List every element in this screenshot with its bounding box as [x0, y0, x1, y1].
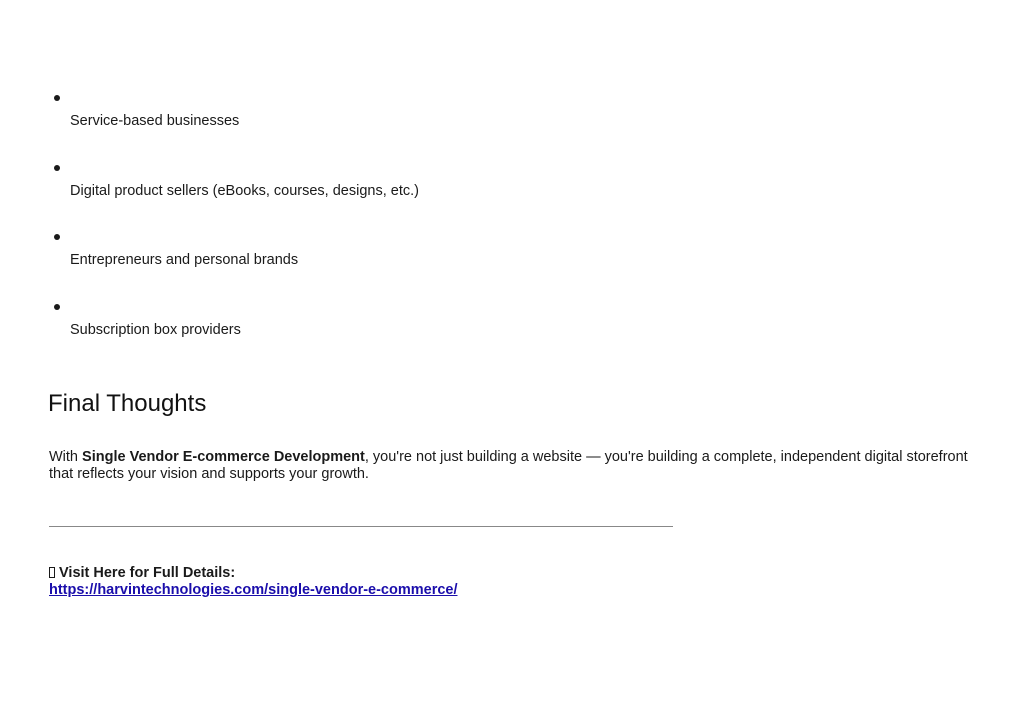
visit-link[interactable]: https://harvintechnologies.com/single-vendor-e-commerce/	[49, 582, 458, 598]
audience-list	[49, 88, 969, 366]
bullet-icon	[54, 95, 60, 101]
list-item	[49, 88, 969, 158]
paragraph-prefix: With	[49, 449, 83, 465]
list-item	[49, 297, 969, 367]
bullet-icon	[54, 304, 60, 310]
visit-block	[49, 565, 458, 599]
visit-label: Visit Here for Full Details:	[59, 565, 236, 581]
list-item-text: Digital product sellers (eBooks, courses, designs, etc.)	[70, 182, 419, 199]
final-thoughts-paragraph	[49, 449, 969, 483]
list-item-text: Service-based businesses	[70, 113, 240, 129]
list-item	[49, 227, 969, 297]
bullet-icon	[54, 234, 60, 240]
paragraph-suffix: , you're not just building a website — you're building a complete, independent digital storefront that reflects your vision and supports your growth.	[49, 449, 968, 482]
unsupported-glyph-icon	[49, 567, 55, 578]
section-heading: Final Thoughts	[48, 390, 207, 417]
bullet-icon	[54, 165, 60, 171]
paragraph-bold-phrase: Single Vendor E-commerce Development	[82, 449, 365, 465]
list-item	[49, 158, 969, 228]
list-item-text: Subscription box providers	[70, 321, 241, 338]
horizontal-divider	[49, 526, 673, 527]
list-item-text: Entrepreneurs and personal brands	[70, 252, 299, 268]
